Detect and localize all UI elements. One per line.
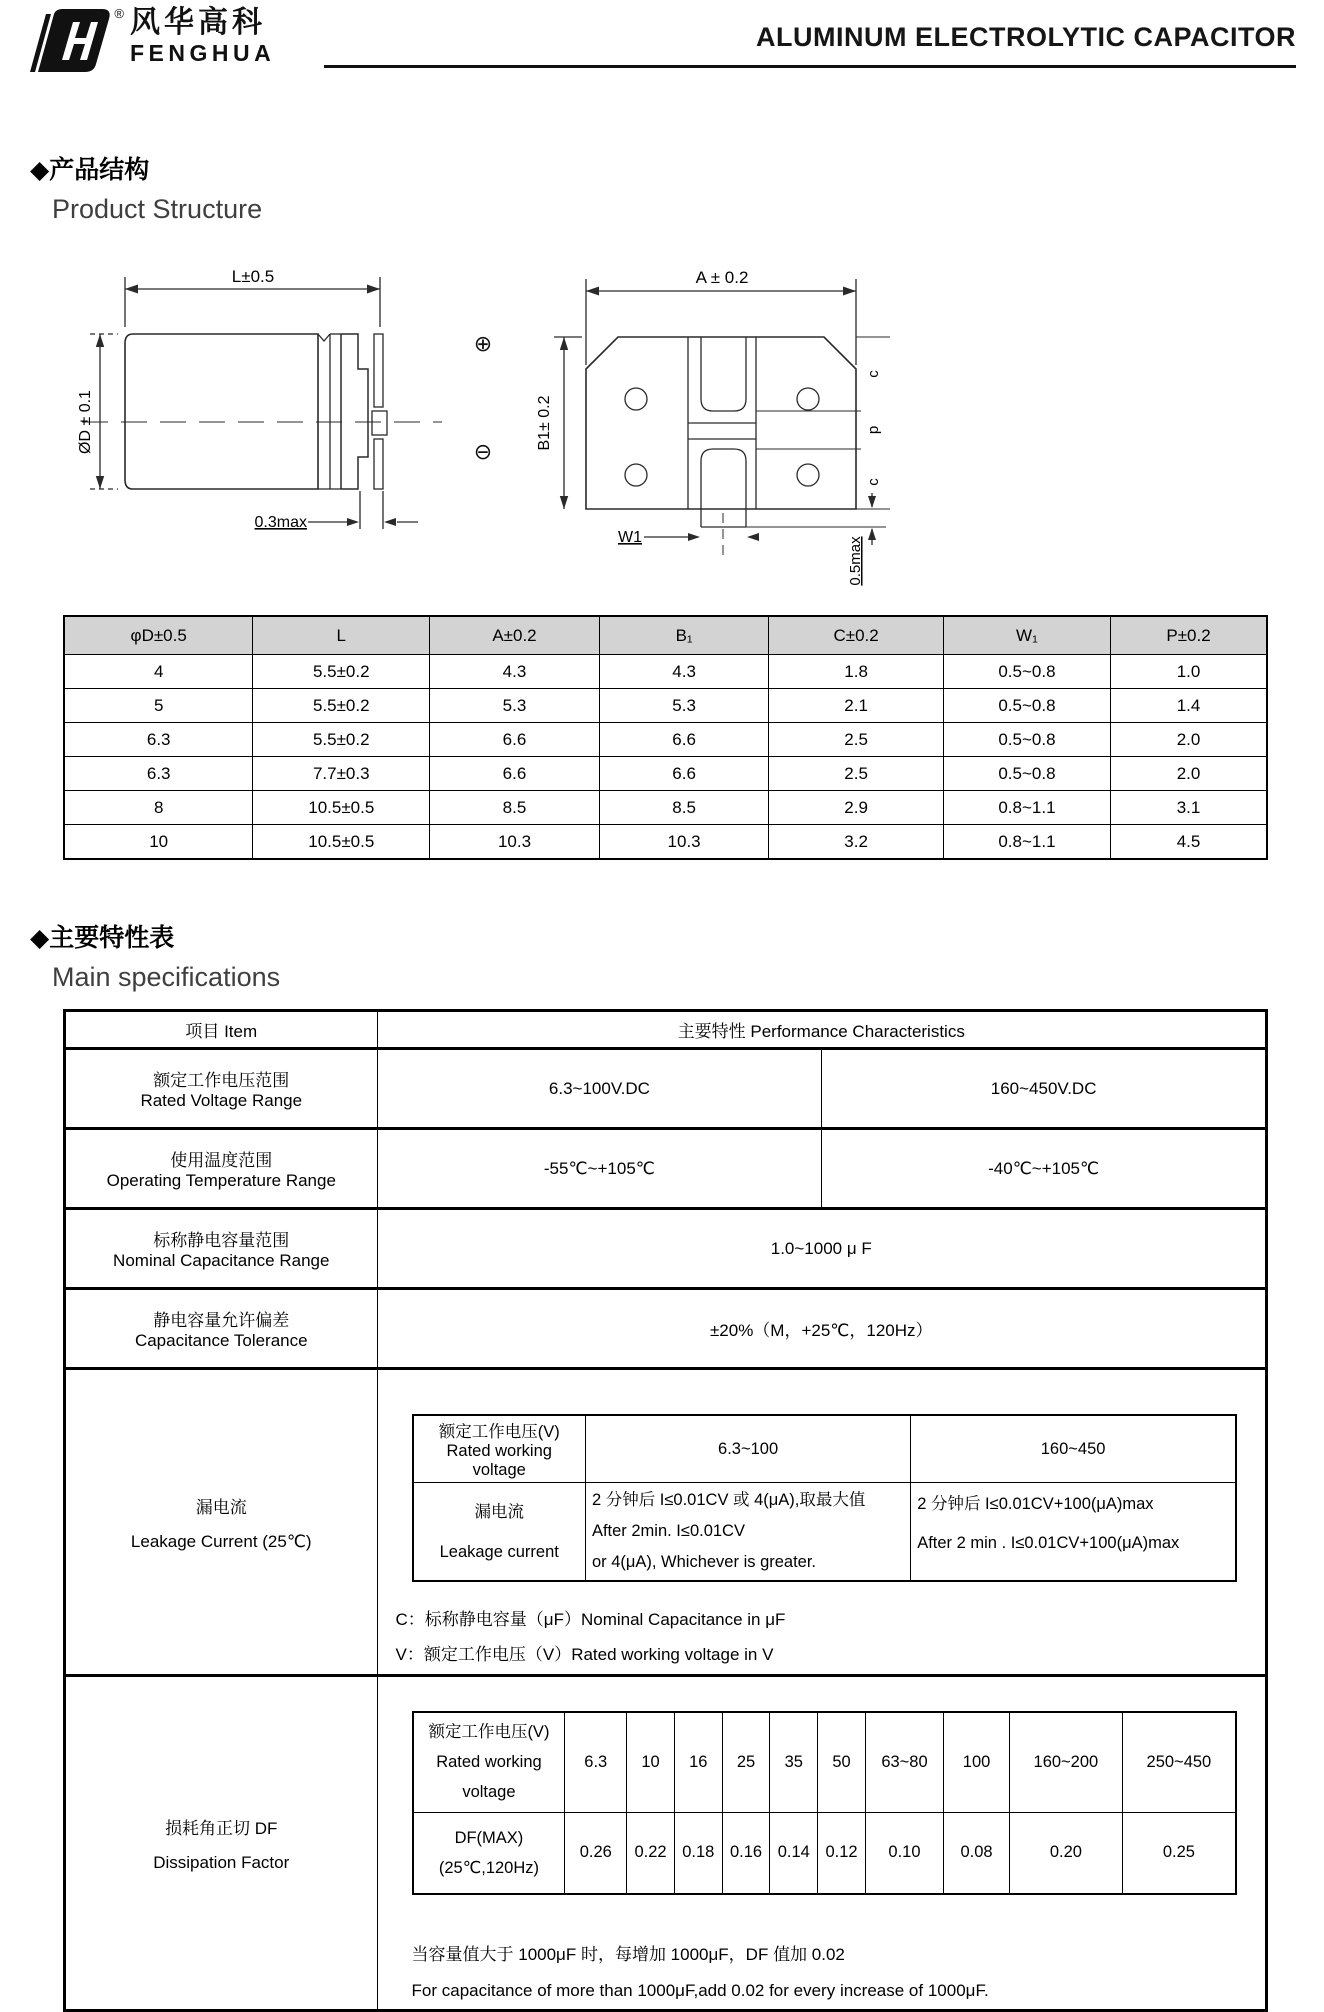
label-en: Leakage Current (25℃): [130, 1531, 312, 1551]
df-value: 0.22: [627, 1812, 675, 1894]
dim-label-diameter: ØD ± 0.1: [77, 390, 94, 454]
leakage-row-label: [413, 1483, 586, 1582]
df-voltage: 160~200: [1009, 1712, 1122, 1812]
label-en1: Rated working: [436, 1753, 542, 1772]
rated-voltage-label: [65, 1049, 378, 1129]
fenghua-logo: [24, 8, 324, 74]
dim-label-length: L±0.5: [231, 267, 275, 286]
df-voltage: 35: [770, 1712, 818, 1812]
dim-label-standoff: 0.5max: [847, 536, 864, 586]
dim-label-end-seal: 0.3max: [254, 514, 307, 531]
label-zh: 漏电流: [195, 1497, 247, 1517]
df-note-zh: 当容量值大于 1000μF 时，每增加 1000μF，DF 值加 0.02: [411, 1945, 845, 1964]
dims-header-p: P±0.2: [1111, 616, 1267, 655]
capacitance-tolerance-value: ±20%（M，+25℃，120Hz）: [377, 1289, 1266, 1369]
leakage-current-label: [65, 1369, 378, 1676]
df-voltage: 6.3: [565, 1712, 627, 1812]
leakage-spec-high-line2: After 2 min . I≤0.01CV+100(μA)max: [917, 1534, 1180, 1552]
df-value: 0.25: [1122, 1812, 1236, 1894]
capacitor-side-view-drawing: [70, 239, 450, 589]
df-note-en: For capacitance of more than 1000μF,add 0.02 for every increase of 1000μF.: [411, 1981, 989, 2000]
page-header: [0, 0, 1324, 74]
spec-header-row: [65, 1011, 1267, 1049]
leakage-voltage-high: 160~450: [911, 1415, 1236, 1483]
cell: 5.5±0.2: [253, 723, 430, 757]
df-voltage: 250~450: [1122, 1712, 1236, 1812]
cell: 6.6: [430, 757, 600, 791]
table-row: [64, 757, 1267, 791]
dissipation-factor-label: [65, 1676, 378, 2011]
rated-voltage-high: 160~450V.DC: [822, 1049, 1267, 1129]
row-nominal-capacitance: [65, 1209, 1267, 1289]
df-voltage-row: [413, 1712, 1236, 1812]
cell: 0.5~0.8: [943, 689, 1110, 723]
header-rule: [324, 22, 1296, 68]
df-value-row: [413, 1812, 1236, 1894]
cell: 6.3: [64, 723, 253, 757]
cell: 0.8~1.1: [943, 825, 1110, 860]
dim-label-a: A ± 0.2: [695, 268, 749, 287]
operating-temperature-label: [65, 1129, 378, 1209]
cell: 1.8: [769, 655, 943, 689]
logo-english-name: FENGHUA: [130, 40, 276, 66]
label-zh: 额定工作电压(V): [428, 1723, 550, 1742]
dim-label-b1: B1± 0.2: [536, 395, 553, 451]
dissipation-factor-content: [377, 1676, 1266, 2011]
cell: 4.3: [599, 655, 769, 689]
cell: 0.5~0.8: [943, 723, 1110, 757]
df-voltage: 50: [818, 1712, 866, 1812]
operating-temperature-high: -40℃~+105℃: [822, 1129, 1267, 1209]
dims-header-a: A±0.2: [430, 616, 600, 655]
df-value: 0.12: [818, 1812, 866, 1894]
leakage-spec-high: [911, 1483, 1236, 1582]
cell: 8.5: [599, 791, 769, 825]
label-en: Rated Voltage Range: [140, 1091, 303, 1110]
df-max-line2: (25℃,120Hz): [438, 1858, 540, 1877]
df-notes: [412, 1937, 1265, 2009]
cell: 5.5±0.2: [253, 655, 430, 689]
dims-header-d: φD±0.5: [64, 616, 253, 655]
dims-header-b1: B₁: [599, 616, 769, 655]
cell: 6.6: [599, 757, 769, 791]
section-main-specifications: [0, 918, 1324, 993]
label-zh: 静电容量允许偏差: [153, 1311, 290, 1330]
df-voltage: 100: [944, 1712, 1010, 1812]
dissipation-factor-table: [412, 1711, 1237, 1895]
minus-terminal-icon: ⊖: [473, 439, 493, 464]
main-specifications-table: [63, 1009, 1268, 2012]
df-voltage: 10: [627, 1712, 675, 1812]
label-en2: voltage: [462, 1783, 516, 1802]
cell: 2.5: [769, 723, 943, 757]
dim-label-p: p: [865, 425, 882, 435]
table-row: [64, 791, 1267, 825]
df-max-label: [413, 1812, 565, 1894]
cell: 10: [64, 825, 253, 860]
cell: 5: [64, 689, 253, 723]
dims-header-l: L: [253, 616, 430, 655]
df-value: 0.14: [770, 1812, 818, 1894]
table-row: [64, 655, 1267, 689]
label-zh: 额定工作电压范围: [153, 1071, 290, 1090]
cell: 0.8~1.1: [943, 791, 1110, 825]
cell: 10.3: [430, 825, 600, 860]
table-row: [64, 825, 1267, 860]
cell: 3.2: [769, 825, 943, 860]
cell: 2.1: [769, 689, 943, 723]
dim-label-w1: W1: [618, 529, 642, 546]
cell: 0.5~0.8: [943, 757, 1110, 791]
spec-header-item: 项目 Item: [65, 1011, 378, 1049]
row-leakage-current: [65, 1369, 1267, 1676]
cell: 2.0: [1111, 723, 1267, 757]
row-operating-temperature: [65, 1129, 1267, 1209]
cell: 4.5: [1111, 825, 1267, 860]
row-rated-voltage: [65, 1049, 1267, 1129]
cell: 10.3: [599, 825, 769, 860]
capacitor-bottom-view-drawing: [516, 239, 916, 589]
df-value: 0.26: [565, 1812, 627, 1894]
df-value: 0.18: [674, 1812, 722, 1894]
leakage-value-row: [413, 1483, 1236, 1582]
df-value: 0.08: [944, 1812, 1010, 1894]
df-voltage: 25: [722, 1712, 770, 1812]
cell: 6.3: [64, 757, 253, 791]
cell: 4.3: [430, 655, 600, 689]
cell: 10.5±0.5: [253, 791, 430, 825]
cell: 8.5: [430, 791, 600, 825]
note-capacitance: C：标称静电容量（μF）Nominal Capacitance in μF: [395, 1610, 786, 1629]
cell: 5.3: [430, 689, 600, 723]
cell: 8: [64, 791, 253, 825]
df-value: 0.20: [1009, 1812, 1122, 1894]
rated-voltage-low: 6.3~100V.DC: [377, 1049, 822, 1129]
registered-mark: ®: [114, 6, 124, 21]
section-title-zh: ◆产品结构: [30, 156, 150, 184]
logo-text: [130, 8, 275, 65]
df-max-line1: DF(MAX): [454, 1828, 524, 1847]
polarity-symbols: [450, 239, 516, 465]
dim-label-c-bottom: c: [865, 478, 882, 486]
cell: 2.9: [769, 791, 943, 825]
nominal-capacitance-label: [65, 1209, 378, 1289]
df-value: 0.10: [865, 1812, 943, 1894]
plus-terminal-icon: ⊕: [473, 331, 493, 356]
cell: 1.0: [1111, 655, 1267, 689]
leakage-spec-low-line1: 2 分钟后 I≤0.01CV 或 4(μA),取最大值: [591, 1491, 866, 1509]
cell: 7.7±0.3: [253, 757, 430, 791]
df-voltage: 63~80: [865, 1712, 943, 1812]
technical-drawings: [70, 239, 1324, 591]
df-voltage-label: [413, 1712, 565, 1812]
row-capacitance-tolerance: [65, 1289, 1267, 1369]
label-en: Leakage current: [439, 1542, 559, 1561]
section-product-structure: [0, 150, 1324, 225]
fenghua-logo-icon: [24, 6, 124, 74]
section-title-zh: ◆主要特性表: [30, 924, 175, 952]
cell: 0.5~0.8: [943, 655, 1110, 689]
df-value: 0.16: [722, 1812, 770, 1894]
cell: 5.5±0.2: [253, 689, 430, 723]
label-zh: 标称静电容量范围: [153, 1231, 290, 1250]
note-voltage: V：额定工作电压（V）Rated working voltage in V: [395, 1645, 774, 1664]
cell: 10.5±0.5: [253, 825, 430, 860]
cell: 3.1: [1111, 791, 1267, 825]
operating-temperature-low: -55℃~+105℃: [377, 1129, 822, 1209]
cell: 2.0: [1111, 757, 1267, 791]
dimensions-table: [63, 615, 1268, 860]
dims-header-row: [64, 616, 1267, 655]
section-title-en: Product Structure: [52, 194, 263, 224]
leakage-spec-low-line3: or 4(μA), Whichever is greater.: [591, 1553, 817, 1571]
leakage-spec-high-line1: 2 分钟后 I≤0.01CV+100(μA)max: [917, 1495, 1154, 1513]
leakage-spec-low: [585, 1483, 910, 1582]
cell: 6.6: [599, 723, 769, 757]
cell: 2.5: [769, 757, 943, 791]
label-en: Dissipation Factor: [153, 1852, 290, 1872]
row-dissipation-factor: [65, 1676, 1267, 2011]
label-zh: 漏电流: [474, 1502, 524, 1521]
nominal-capacitance-value: 1.0~1000 μ F: [377, 1209, 1266, 1289]
leakage-notes: [396, 1602, 1265, 1672]
label-en: Rated working voltage: [446, 1442, 552, 1479]
cell: 1.4: [1111, 689, 1267, 723]
label-zh: 使用温度范围: [170, 1151, 273, 1170]
label-zh: 损耗角正切 DF: [165, 1818, 278, 1838]
label-en: Nominal Capacitance Range: [113, 1251, 330, 1270]
leakage-voltage-low: 6.3~100: [585, 1415, 910, 1483]
leakage-current-content: [377, 1369, 1266, 1676]
table-row: [64, 689, 1267, 723]
label-en: Operating Temperature Range: [106, 1171, 336, 1190]
section-title-en: Main specifications: [52, 962, 281, 992]
logo-chinese-name: 风华高科: [130, 6, 266, 39]
leakage-voltage-row: [413, 1415, 1236, 1483]
table-row: [64, 723, 1267, 757]
page-title: ALUMINUM ELECTROLYTIC CAPACITOR: [756, 22, 1296, 52]
leakage-current-table: [412, 1414, 1237, 1582]
label-zh: 额定工作电压(V): [438, 1423, 560, 1441]
leakage-spec-low-line2: After 2min. I≤0.01CV: [591, 1522, 745, 1540]
label-en: Capacitance Tolerance: [134, 1331, 308, 1350]
dims-header-c: C±0.2: [769, 616, 943, 655]
cell: 4: [64, 655, 253, 689]
dim-label-c-top: c: [865, 370, 882, 378]
spec-header-characteristics: 主要特性 Performance Characteristics: [377, 1011, 1266, 1049]
dims-header-w1: W₁: [943, 616, 1110, 655]
cell: 5.3: [599, 689, 769, 723]
leakage-voltage-label: [413, 1415, 586, 1483]
df-voltage: 16: [674, 1712, 722, 1812]
cell: 6.6: [430, 723, 600, 757]
capacitance-tolerance-label: [65, 1289, 378, 1369]
